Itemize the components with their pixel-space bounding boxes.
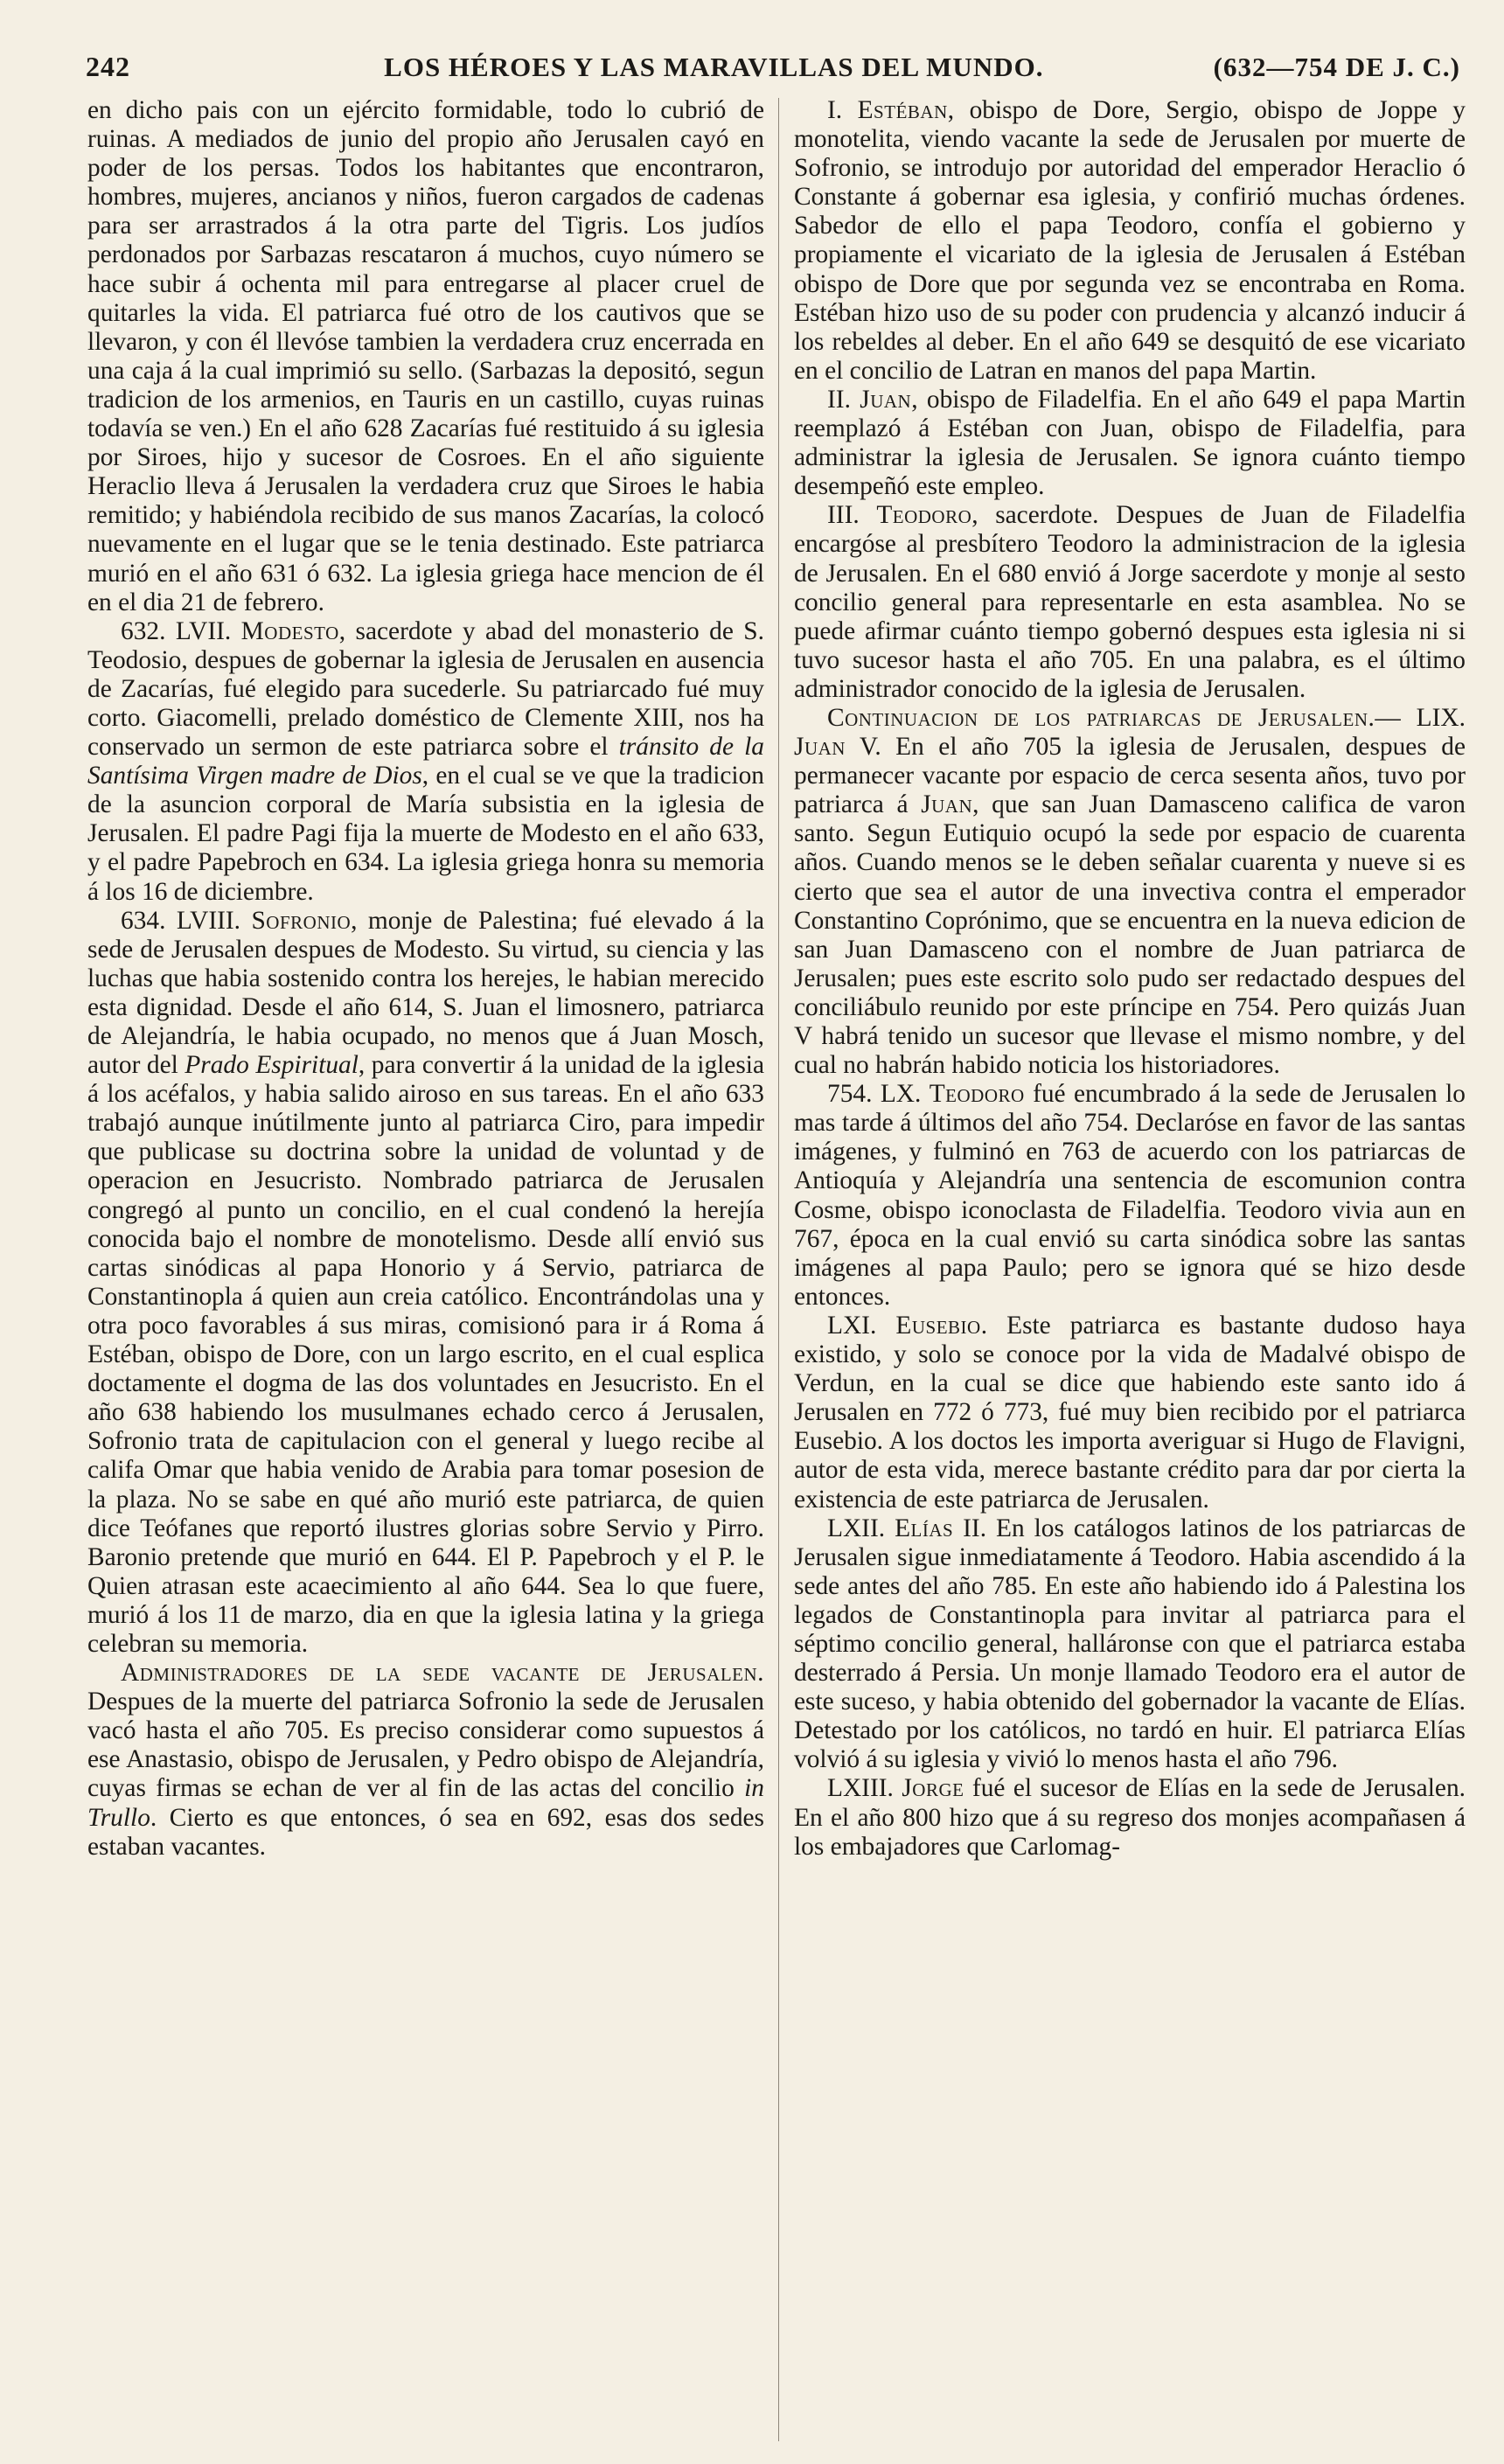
paragraph-esteban: I. Estéban, obispo de Dore, Sergio, obispo de Joppe y monotelita, viendo vacante la sede de Jerusalen por muerte de Sofronio, se introdujo por autoridad del emperador Heraclio ó Constante á gobernar esa iglesia, y confirió muchas órdenes. Sabedor de ello el papa Teodoro, confía el gobierno y propiamente el vicariato de la iglesia de Jerusalen á Estéban obispo de Dore que por segunda vez se encontraba en Roma. Estéban hizo uso de su poder con prudencia y alcanzó inducir á los rebeldes al deber. En el año 649 se desquitó de ese vicariato en el concilio de Latran en manos del papa Martin. bbox=[794, 96, 1466, 385]
patriarch-name: Elías bbox=[895, 1514, 954, 1542]
patriarch-name: Estéban bbox=[857, 96, 948, 124]
paragraph: en dicho pais con un ejército formidable, todo lo cubrió de ruinas. A mediados de junio del propio año Jerusalen cayó en poder de los persas. Todos los habitantes que encontraron, hombres, mujeres, ancianos y niños, fueron cargados de cadenas para ser arrastrados á la otra parte del Tigris. Los judíos perdonados por Sarbazas rescataron á muchos, cuyo número se hace subir á ochenta mil para entregarse al placer cruel de quitarles la vida. El patriarca fué otro de los cautivos que se llevaron, y con él llevóse tambien la verdadera cruz encerrada en una caja á la cual imprimió su sello. (Sarbazas la depositó, segun tradicion de los armenios, en Tauris en un castillo, cuyas ruinas todavía se ven.) En el año 628 Zacarías fué restituido á su iglesia por Siroes, hijo y sucesor de Cosroes. En el año siguiente Heraclio lleva á Jerusalen la verdadera cruz que Siroes le habia remitido; y habiéndola recibido de sus manos Zacarías, la colocó nuevamente en el lugar que se le tenia destinado. Este patriarca murió en el año 631 ó 632. La iglesia griega hace mencion de él en el dia 21 de febrero. bbox=[87, 96, 764, 616]
patriarch-name: Modesto bbox=[240, 616, 339, 645]
patriarch-name: Eusebio bbox=[895, 1311, 981, 1340]
running-header bbox=[86, 51, 1460, 86]
date-range: (632—754 DE J. C.) bbox=[1213, 52, 1460, 82]
work-title: tránsito de la Santísima Virgen madre de Dios bbox=[87, 733, 764, 790]
paragraph-juan: II. Juan, obispo de Filadelfia. En el año 649 el papa Martin reemplazó á Estéban con Juan, obispo de Filadelfia, para administrar la iglesia de Jerusalen. Se ignora cuánto tiempo desempeñó este empleo. bbox=[794, 385, 1466, 501]
right-column bbox=[794, 96, 1466, 1862]
paragraph-elias: LXII. Elías II. En los catálogos latinos de los patriarcas de Jerusalen sigue inmediatamente á Teodoro. Habia ascendido á la sede antes del año 785. En este año habiendo ido á Palestina los legados de Constantinopla para invitar al patriarca para el séptimo concilio general, halláronse con que el patriarca estaba desterrado á Persia. Un monje llamado Teodoro era el autor de este suceso, y habia obtenido del gobernador la vacante de Elías. Detestado por los católicos, no tardó en huir. El patriarca Elías volvió á su iglesia y vivió lo menos hasta el año 796. bbox=[794, 1514, 1466, 1774]
paragraph-administradores: Administradores de la sede vacante de Jerusalen. Despues de la muerte del patriarca Sofronio la sede de Jerusalen vacó hasta el año 705. Es preciso considerar como supuestos á ese Anastasio, obispo de Jerusalen, y Pedro obispo de Alejandría, cuyas firmas se echan de ver al fin de las actas del concilio in Trullo. Cierto es que entonces, ó sea en 692, esas dos sedes estaban vacantes. bbox=[87, 1659, 764, 1861]
work-title: in Trullo bbox=[87, 1774, 764, 1832]
section-heading: Continuacion de los patriarcas de Jerusalen.— bbox=[827, 703, 1402, 732]
paragraph-teodoro: III. Teodoro, sacerdote. Despues de Juan de Filadelfia encargóse al presbítero Teodoro la administracion de la iglesia de Jerusalen. En el 680 envió á Jorge sacerdote y monje al sesto concilio general para representarle en esta asamblea. No se puede afirmar cuánto tiempo gobernó despues esta iglesia ni si tuvo sucesor hasta el año 705. En una palabra, es el último administrador conocido de la iglesia de Jerusalen. bbox=[794, 501, 1466, 703]
paragraph-teodoro-lx: 754. LX. Teodoro fué encumbrado á la sede de Jerusalen lo mas tarde á últimos del año 754. Declaróse en favor de las santas imágenes, y fulminó en 763 de acuerdo con los patriarcas de Antioquía y Alejandría una sentencia de escomunion contra Cosme, obispo iconoclasta de Filadelfia. Teodoro vivia aun en 767, época en la cual envió su carta sinódica sobre las santas imágenes al papa Paulo; pero se ignora qué se hizo desde entonces. bbox=[794, 1080, 1466, 1311]
work-title: Prado Espiritual bbox=[185, 1051, 359, 1080]
patriarch-name: Teodoro bbox=[876, 501, 972, 530]
column-divider bbox=[778, 98, 779, 2441]
patriarch-name: Jorge bbox=[902, 1774, 964, 1803]
paragraph-jorge: LXIII. Jorge fué el sucesor de Elías en la sede de Jerusalen. En el año 800 hizo que á su regreso dos monjes acompañasen á los embajadores que Carlomag- bbox=[794, 1774, 1466, 1861]
running-title: LOS HÉROES Y LAS MARAVILLAS DEL MUNDO. bbox=[384, 52, 1044, 82]
paragraph-eusebio: LXI. Eusebio. Este patriarca es bastante dudoso haya existido, y solo se conoce por la vida de Madalvé obispo de Verdun, en la cual se dice que habiendo este santo ido á Jerusalen en 772 ó 773, fué muy bien recibido por el patriarca Eusebio. A los doctos les importa averiguar si Hugo de Flavigni, autor de esta vida, merece bastante crédito para dar por cierta la existencia de este patriarca de Jerusalen. bbox=[794, 1311, 1466, 1514]
paragraph-continuacion: Continuacion de los patriarcas de Jerusalen.— LIX. Juan V. En el año 705 la iglesia de Jerusalen, despues de permanecer vacante por espacio de cerca sesenta años, tuvo por patriarca á Juan, que san Juan Damasceno califica de varon santo. Segun Eutiquio ocupó la sede por espacio de cuarenta años. Cuando menos se le deben señalar cuarenta y nueve si es cierto que sea el autor de una invectiva contra el emperador Constantino Coprónimo, que se encuentra en la nueva edicion de san Juan Damasceno con el nombre de Juan patriarca de Jerusalen; pues este escrito solo pudo ser redactado despues del conciliábulo reunido por este príncipe en 754. Pero quizás Juan V habrá tenido un sucesor que llevase el mismo nombre, y del cual no habrán habido noticia los historiadores. bbox=[794, 703, 1466, 1080]
paragraph-sofronio: 634. LVIII. Sofronio, monje de Palestina; fué elevado á la sede de Jerusalen despues de Modesto. Su virtud, su ciencia y las luchas que habia sostenido contra los herejes, le habian merecido esta dignidad. Desde el año 614, S. Juan el limosnero, patriarca de Alejandría, le habia ocupado, no menos que á Juan Mosch, autor del Prado Espiritual, para convertir á la unidad de la iglesia á los acéfalos, y habia salido airoso en sus tareas. En el año 633 trabajó aunque inútilmente junto al patriarca Ciro, para impedir que publicase su doctrina sobre la unidad de voluntad y de operacion en Jesucristo. Nombrado patriarca de Jerusalen congregó al punto un concilio, en el cual condenó la herejía conocida bajo el nombre de monotelismo. Desde allí envió sus cartas sinódicas al papa Honorio y á Servio, patriarca de Constantinopla á quien aun creia católico. Encontrándolas una y otra poco favorables á sus miras, comisionó para ir á Roma á Estéban, obispo de Dore, con un largo escrito, en el cual esplica doctamente el dogma de las dos voluntades en Jesucristo. En el año 638 habiendo los musulmanes echado cerco á Jerusalen, Sofronio trata de capitulacion con el general y luego recibe al califa Omar que habia venido de Arabia para tomar posesion de la plaza. No se sabe en qué año murió este patriarca, de quien dice Teófanes que reportó ilustres glorias sobre Servio y Pirro. Baronio pretende que murió en 644. El P. Papebroch y el P. le Quien atrasan este acaecimiento al año 644. Sea lo que fuere, murió á los 11 de marzo, dia en que la iglesia latina y la griega celebran su memoria. bbox=[87, 906, 764, 1658]
paragraph-modesto: 632. LVII. Modesto, sacerdote y abad del monasterio de S. Teodosio, despues de gobernar la iglesia de Jerusalen en ausencia de Zacarías, fué elegido para sucederle. Su patriarcado fué muy corto. Giacomelli, prelado doméstico de Clemente XIII, nos ha conservado un sermon de este patriarca sobre el tránsito de la Santísima Virgen madre de Dios, en el cual se ve que la tradicion de la asuncion corporal de María subsistia en la iglesia de Jerusalen. El padre Pagi fija la muerte de Modesto en el año 633, y el padre Papebroch en 634. La iglesia griega honra su memoria á los 16 de diciembre. bbox=[87, 616, 764, 906]
patriarch-name: Juan bbox=[794, 733, 846, 762]
section-heading: Administradores de la sede vacante de Jerusalen. bbox=[121, 1659, 764, 1688]
left-column bbox=[87, 96, 764, 1862]
patriarch-name: Juan bbox=[860, 385, 912, 414]
page-number: 242 bbox=[86, 51, 130, 82]
patriarch-name: Juan bbox=[921, 790, 973, 819]
patriarch-name: Sofronio bbox=[251, 906, 352, 935]
patriarch-name: Teodoro bbox=[929, 1080, 1025, 1109]
